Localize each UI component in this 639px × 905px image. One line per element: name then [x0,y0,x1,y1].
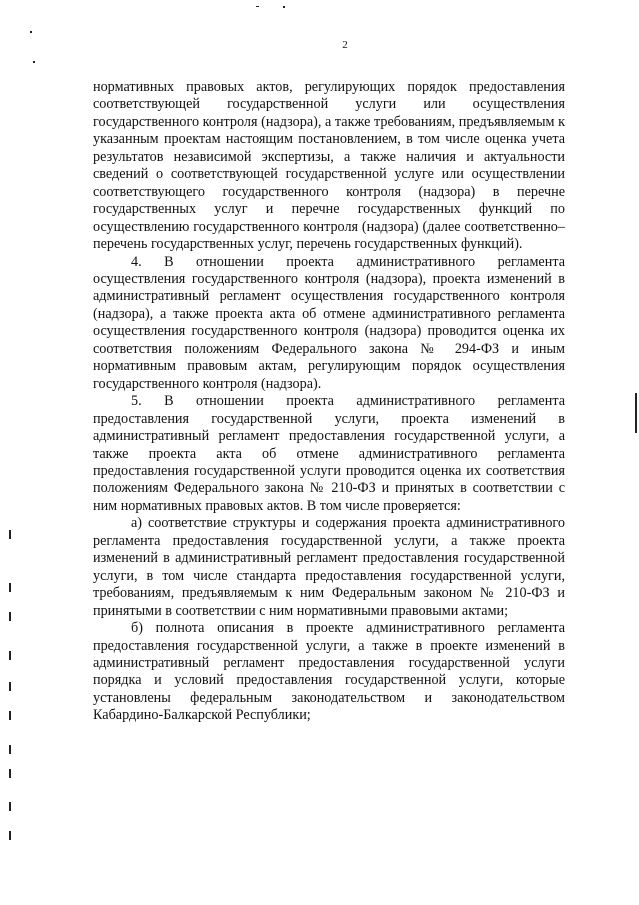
binding-edge-mark [9,831,11,840]
paragraph-4: 4. В отношении проекта административного регламента осуществления государственного контроля (надзора), проекта изменений в административный регламент осуществления государственного контроля (надзора), а также проекта акта об отмене административного регламента осуществления государственного контроля (надзора) проводится оценка их соответствия положениям Федерального закона № 294-ФЗ и иным нормативным правовым актам, регулирующим порядок осуществления государственного контроля (надзора). [93,253,565,392]
binding-edge-mark [9,651,11,660]
document-body [93,79,565,725]
binding-edge-mark [9,745,11,754]
paragraph-3-continuation: нормативных правовых актов, регулирующих порядок предоставления соответствующей государственной услуги или осуществления государственного контроля (надзора), а также требованиям, предъявляемым к указанным проектам настоящим постановлением, в том числе оценка учета результатов независимой экспертизы, а также наличия и актуальности сведений о соответствующей государственной услуге или осуществлении соответствующего государственного контроля (надзора) в перечне государственных услуг и перечне государственных функций по осуществлению государственного контроля (надзора) (далее соответственно– перечень государственных услуг, перечень государственных функций). [93,79,565,253]
scan-speck [256,6,259,7]
paragraph-5-item-a: а) соответствие структуры и содержания проекта административного регламента предоставления государственной услуги, а также проекта изменений в административный регламент предоставления государственной услуги, в том числе стандарта предоставления государственной услуги, требованиям, предъявляемым к ним Федеральным законом № 210-ФЗ и принятыми в соответствии с ним нормативными правовыми актами; [93,515,565,619]
paragraph-5-item-b: б) полнота описания в проекте административного регламента предоставления государственной услуги, а также в проекте изменений в административный регламент предоставления государственной услуги порядка и условий предоставления государственной услуги, которые установлены федеральным законодательством и законодательством Кабардино-Балкарской Республики; [93,620,565,724]
page-number: 2 [342,39,348,51]
binding-edge-mark [9,711,11,720]
binding-edge-mark [9,802,11,811]
scan-speck [283,6,285,8]
binding-edge-mark [635,393,637,433]
binding-edge-mark [9,530,11,539]
paragraph-5: 5. В отношении проекта административного регламента предоставления государственной услуги, проекта изменений в административный регламент предоставления государственной услуги, а также проекта акта об отмене административного регламента предоставления государственной услуги проводится оценка их соответствия положениям Федерального закона № 210-ФЗ и принятых в соответствии с ним нормативных правовых актов. В том числе проверяется: [93,393,565,514]
binding-edge-mark [9,682,11,691]
binding-edge-mark [9,583,11,592]
scan-speck [33,61,35,63]
binding-edge-mark [9,769,11,778]
binding-edge-mark [9,612,11,621]
scan-speck [30,31,32,33]
